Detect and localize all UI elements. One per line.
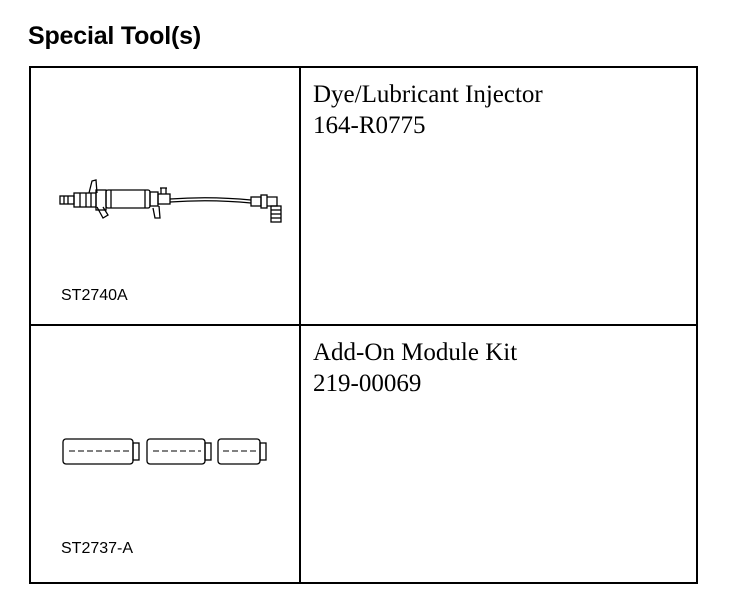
tool-description-cell — [300, 325, 697, 583]
tool-image-code: ST2737-A — [61, 540, 134, 557]
tool-part-number: 164-R0775 — [313, 112, 426, 139]
page-title: Special Tool(s) — [28, 22, 201, 50]
tool-image-cell — [30, 325, 300, 583]
tool-name: Dye/Lubricant Injector — [313, 81, 543, 108]
tool-name: Add-On Module Kit — [313, 339, 518, 366]
tool-description-cell — [300, 67, 697, 325]
table-row — [30, 325, 697, 583]
tool-image-cell — [30, 67, 300, 325]
tool-part-number: 219-00069 — [313, 370, 422, 397]
dye-lubricant-injector-illustration — [31, 68, 299, 324]
tool-image-code: ST2740A — [61, 287, 128, 304]
table-row — [30, 67, 697, 325]
special-tools-table — [29, 66, 698, 584]
